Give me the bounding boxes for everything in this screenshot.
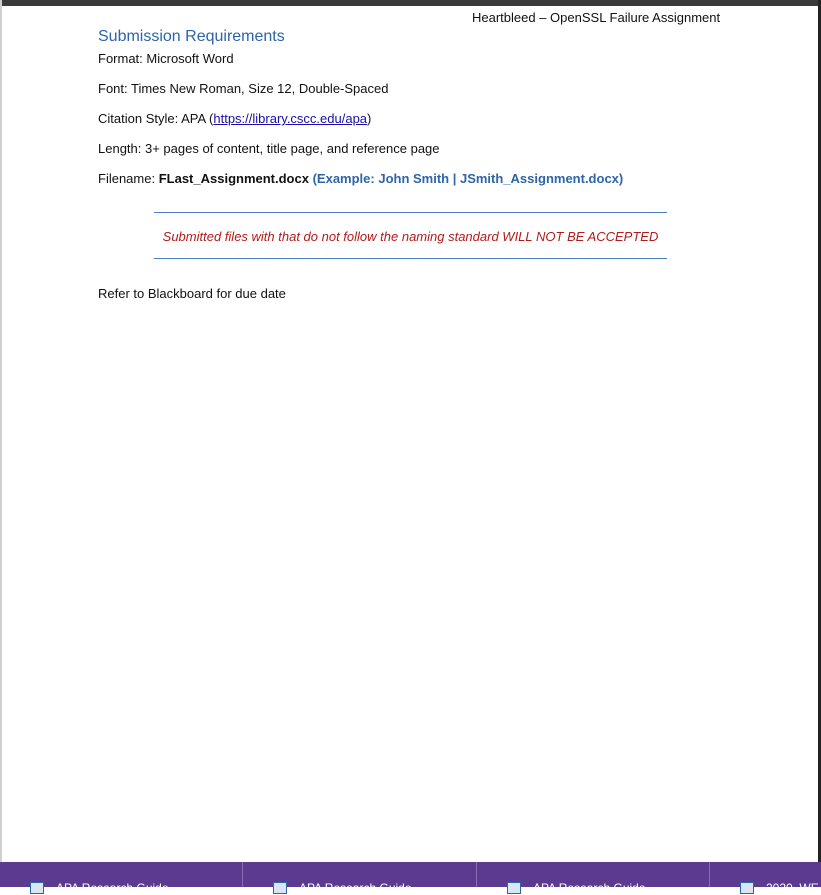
taskbar-item-label: APA Research Guide [299, 881, 412, 895]
length-line: Length: 3+ pages of content, title page, and reference page [98, 141, 440, 156]
document-page [2, 6, 818, 862]
taskbar-item-label: APA Research Guide [533, 881, 646, 895]
filename-value: FLast_Assignment.docx [158, 171, 309, 186]
running-header: Heartbleed – OpenSSL Failure Assignment [472, 10, 721, 25]
document-icon [273, 882, 287, 894]
citation-line [98, 111, 371, 126]
taskbar [0, 862, 821, 895]
taskbar-item[interactable] [477, 862, 710, 895]
filename-line [98, 171, 623, 186]
filename-example: (Example: John Smith | JSmith_Assignment.docx) [312, 171, 624, 186]
taskbar-item-label: APA Research Guide [56, 881, 169, 895]
taskbar-item[interactable] [0, 862, 243, 895]
format-line: Format: Microsoft Word [98, 51, 234, 66]
font-line: Font: Times New Roman, Size 12, Double-Spaced [98, 81, 389, 96]
filename-label: Filename: [98, 171, 159, 186]
due-date-note: Refer to Blackboard for due date [98, 286, 286, 301]
pdf-document-icon [740, 882, 754, 894]
warning-rule-bottom [154, 258, 667, 259]
taskbar-item[interactable] [710, 862, 821, 895]
naming-warning: Submitted files with that do not follow the naming standard WILL NOT BE ACCEPTED [162, 229, 659, 244]
taskbar-item[interactable] [243, 862, 477, 895]
taskbar-item-label: 2020_WE [766, 881, 819, 895]
apa-guide-link[interactable]: https://library.cscc.edu/apa [213, 111, 368, 126]
citation-prefix: Citation Style: APA ( [98, 111, 214, 126]
warning-rule-top [154, 212, 667, 213]
document-icon [30, 882, 44, 894]
document-icon [507, 882, 521, 894]
section-heading: Submission Requirements [98, 28, 285, 45]
citation-suffix: ) [367, 111, 372, 126]
